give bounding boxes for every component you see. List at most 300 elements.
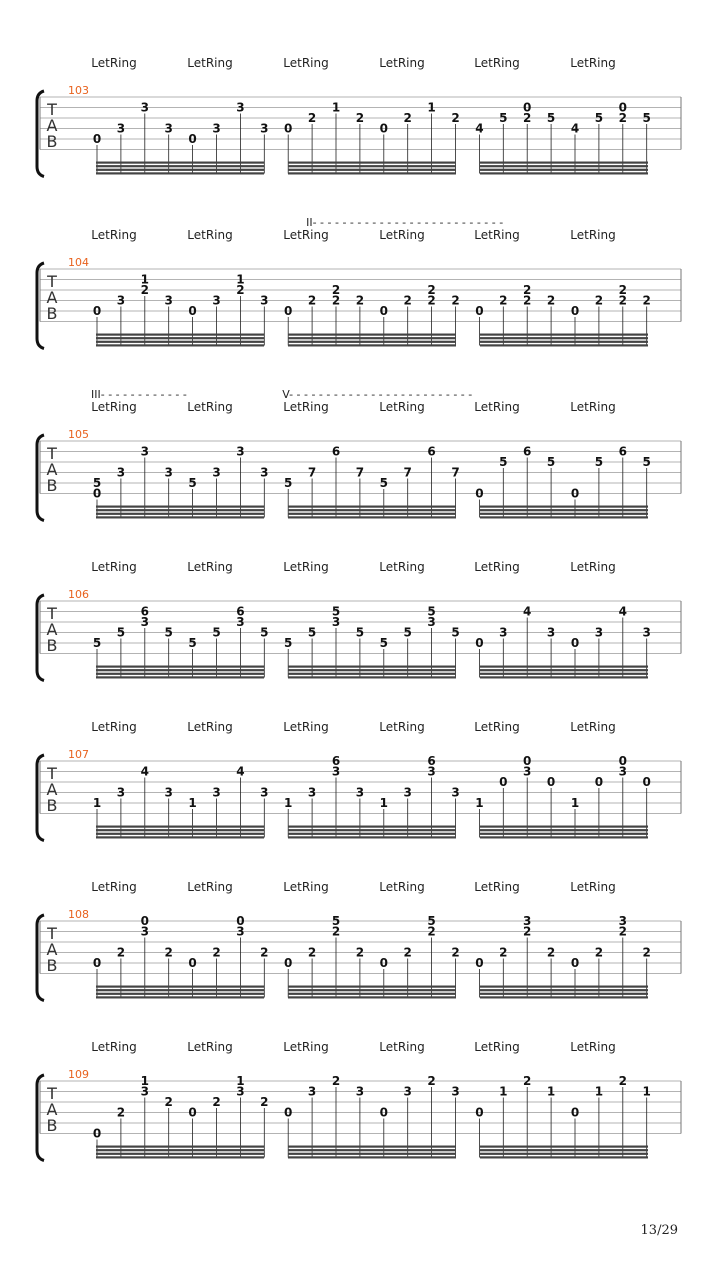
fret-number: 1	[188, 796, 197, 810]
tab-clef-letter: T	[47, 924, 57, 943]
tab-clef-letter: T	[47, 604, 57, 623]
fret-number: 2	[403, 293, 412, 308]
beam	[96, 162, 264, 164]
fret-number: 3	[236, 924, 245, 939]
beam	[96, 833, 264, 835]
fret-number: 3	[164, 465, 173, 480]
let-ring-label: LetRing	[283, 720, 329, 734]
beam	[288, 986, 456, 988]
fret-number: 2	[546, 945, 556, 960]
let-ring-label: LetRing	[474, 560, 520, 574]
fret-number: 1	[140, 272, 149, 287]
tab-clef-letter: B	[46, 796, 58, 815]
let-ring-label: LetRing	[570, 560, 616, 574]
beam	[96, 996, 264, 998]
beam	[288, 836, 456, 838]
fret-number: 2	[499, 293, 508, 308]
let-ring-label: LetRing	[570, 56, 616, 70]
beam	[96, 1149, 264, 1151]
beam	[480, 836, 648, 838]
fret-number: 2	[523, 283, 532, 297]
tab-clef-letter: B	[46, 956, 58, 975]
fret-number: 1	[427, 100, 436, 115]
fret-number: 3	[260, 785, 269, 800]
let-ring-label: LetRing	[474, 1040, 520, 1054]
fret-number: 3	[451, 1084, 460, 1099]
beam	[96, 341, 264, 343]
let-ring-label: LetRing	[283, 228, 329, 242]
fret-number: 3	[164, 785, 173, 800]
beam	[288, 165, 456, 167]
fret-number: 3	[546, 625, 556, 640]
fret-number: 2	[642, 945, 651, 960]
fret-number: 2	[427, 293, 436, 308]
fret-number: 2	[523, 111, 532, 125]
fret-number: 1	[140, 1074, 149, 1088]
let-ring-label: LetRing	[570, 880, 616, 894]
fret-number: 2	[116, 945, 126, 960]
beam	[96, 836, 264, 838]
beam	[96, 986, 264, 988]
let-ring-label: LetRing	[283, 880, 329, 894]
beam	[480, 334, 648, 336]
fret-number: 3	[236, 444, 245, 459]
beam	[96, 169, 264, 171]
fret-number: 3	[403, 1084, 412, 1099]
beam	[96, 666, 264, 668]
let-ring-label: LetRing	[379, 1040, 425, 1054]
beam	[96, 344, 264, 346]
beam	[288, 1146, 456, 1148]
let-ring-label: LetRing	[474, 400, 520, 414]
fret-number: 6	[140, 604, 149, 619]
fret-number: 5	[284, 476, 293, 490]
fret-number: 1	[570, 796, 580, 810]
beam	[288, 334, 456, 336]
tab-clef-letter: A	[46, 940, 58, 959]
let-ring-label: LetRing	[187, 400, 233, 414]
fret-number: 2	[451, 293, 460, 308]
fret-number: 3	[140, 444, 149, 459]
beam	[480, 996, 648, 998]
beam	[288, 337, 456, 339]
fret-number: 5	[92, 636, 102, 650]
position-mark: III- - - - - - - - - - - -	[91, 388, 187, 401]
fret-number: 6	[523, 444, 532, 459]
fret-number: 3	[523, 914, 532, 928]
fret-number: 1	[594, 1084, 604, 1099]
fret-number: 5	[331, 914, 341, 928]
beam	[96, 509, 264, 511]
fret-number: 2	[164, 945, 173, 960]
fret-number: 2	[307, 111, 317, 125]
fret-number: 5	[546, 111, 556, 125]
fret-number: 3	[307, 1084, 317, 1099]
let-ring-label: LetRing	[187, 560, 233, 574]
let-ring-label: LetRing	[570, 1040, 616, 1054]
fret-number: 3	[140, 1084, 149, 1099]
fret-number: 0	[475, 956, 484, 970]
fret-number: 2	[307, 945, 317, 960]
fret-number: 1	[284, 796, 293, 810]
let-ring-label: LetRing	[91, 880, 137, 894]
fret-number: 3	[427, 764, 436, 779]
let-ring-label: LetRing	[474, 56, 520, 70]
fret-number: 1	[331, 100, 341, 115]
fret-number: 5	[594, 455, 604, 469]
fret-number: 3	[212, 785, 221, 800]
fret-number: 0	[140, 914, 149, 928]
fret-number: 2	[307, 293, 317, 308]
beam	[288, 513, 456, 515]
fret-number: 2	[427, 1074, 436, 1088]
let-ring-label: LetRing	[91, 400, 137, 414]
fret-number: 0	[618, 754, 627, 768]
fret-number: 5	[499, 455, 508, 469]
fret-number: 5	[642, 455, 651, 469]
let-ring-label: LetRing	[379, 560, 425, 574]
fret-number: 0	[188, 132, 197, 146]
fret-number: 6	[236, 604, 245, 619]
fret-number: 1	[379, 796, 388, 810]
let-ring-label: LetRing	[91, 1040, 137, 1054]
fret-number: 5	[92, 476, 102, 490]
beam	[96, 993, 264, 995]
beam	[480, 676, 648, 678]
fret-number: 3	[307, 785, 317, 800]
tab-system	[37, 216, 681, 349]
beam	[480, 506, 648, 508]
fret-number: 0	[92, 132, 102, 146]
fret-number: 2	[618, 1074, 627, 1088]
fret-number: 0	[92, 956, 102, 970]
fret-number: 2	[260, 945, 269, 960]
position-mark: V- - - - - - - - - - - - - - - - - - - - - - - - -	[282, 388, 473, 401]
beam	[96, 516, 264, 518]
beam	[288, 833, 456, 835]
tab-clef-letter: A	[46, 460, 58, 479]
fret-number: 1	[546, 1084, 556, 1099]
fret-number: 0	[618, 100, 627, 115]
let-ring-label: LetRing	[570, 400, 616, 414]
fret-number: 4	[140, 764, 149, 779]
beam	[480, 829, 648, 831]
tab-system	[37, 880, 681, 1001]
fret-number: 0	[92, 1126, 102, 1141]
fret-number: 3	[140, 615, 149, 629]
measure-number: 105	[68, 428, 89, 441]
beam	[288, 162, 456, 164]
fret-number: 2	[116, 1105, 126, 1120]
beam	[480, 833, 648, 835]
let-ring-label: LetRing	[379, 720, 425, 734]
fret-number: 3	[331, 764, 341, 779]
fret-number: 0	[188, 304, 197, 318]
beam	[288, 344, 456, 346]
fret-number: 0	[379, 956, 388, 970]
let-ring-label: LetRing	[187, 228, 233, 242]
beam	[480, 1153, 648, 1155]
fret-number: 1	[236, 1074, 245, 1088]
let-ring-label: LetRing	[91, 720, 137, 734]
let-ring-label: LetRing	[570, 228, 616, 242]
fret-number: 5	[164, 625, 173, 640]
fret-number: 3	[403, 785, 412, 800]
fret-number: 2	[499, 945, 508, 960]
beam	[96, 165, 264, 167]
let-ring-label: LetRing	[283, 1040, 329, 1054]
tab-clef-letter: B	[46, 476, 58, 495]
fret-number: 5	[260, 625, 269, 640]
fret-number: 7	[451, 465, 460, 480]
fret-number: 3	[236, 1084, 245, 1099]
fret-number: 2	[403, 945, 412, 960]
fret-number: 0	[570, 1105, 580, 1120]
tab-clef-letter: B	[46, 1116, 58, 1135]
fret-number: 1	[475, 796, 484, 810]
fret-number: 3	[355, 1084, 365, 1099]
beam	[480, 993, 648, 995]
beam	[288, 996, 456, 998]
measure-number: 108	[68, 908, 89, 921]
beam	[288, 516, 456, 518]
fret-number: 6	[427, 754, 436, 768]
let-ring-label: LetRing	[379, 228, 425, 242]
beam	[288, 341, 456, 343]
fret-number: 3	[260, 121, 269, 136]
fret-number: 5	[188, 636, 197, 650]
beam	[96, 826, 264, 828]
beam	[96, 1146, 264, 1148]
fret-number: 2	[355, 111, 365, 125]
tab-clef-letter: T	[47, 1084, 57, 1103]
fret-number: 1	[642, 1084, 651, 1099]
beam	[288, 676, 456, 678]
tab-system	[37, 720, 681, 841]
fret-number: 2	[331, 293, 341, 308]
fret-number: 3	[164, 293, 173, 308]
fret-number: 2	[618, 111, 627, 125]
beam	[288, 673, 456, 675]
beam	[480, 986, 648, 988]
fret-number: 2	[164, 1095, 173, 1109]
beam	[96, 337, 264, 339]
fret-number: 0	[92, 304, 102, 318]
let-ring-label: LetRing	[187, 56, 233, 70]
beam	[96, 829, 264, 831]
beam	[288, 1149, 456, 1151]
fret-number: 0	[475, 1105, 484, 1120]
fret-number: 5	[427, 914, 436, 928]
fret-number: 3	[140, 924, 149, 939]
fret-number: 2	[331, 283, 341, 297]
fret-number: 5	[451, 625, 460, 640]
fret-number: 0	[523, 754, 532, 768]
beam	[96, 334, 264, 336]
measure-number: 106	[68, 588, 89, 601]
tab-clef-letter: A	[46, 780, 58, 799]
fret-number: 5	[499, 111, 508, 125]
fret-number: 0	[92, 486, 102, 501]
fret-number: 3	[212, 293, 221, 308]
fret-number: 0	[475, 636, 484, 650]
fret-number: 5	[594, 111, 604, 125]
beam	[480, 337, 648, 339]
beam	[480, 666, 648, 668]
tab-clef-letter: B	[46, 636, 58, 655]
fret-number: 5	[212, 625, 221, 640]
fret-number: 2	[523, 293, 532, 308]
fret-number: 5	[403, 625, 412, 640]
fret-number: 3	[499, 625, 508, 640]
fret-number: 2	[594, 293, 604, 308]
fret-number: 3	[116, 465, 126, 480]
tab-system	[37, 560, 681, 681]
fret-number: 1	[92, 796, 102, 810]
fret-number: 5	[642, 111, 651, 125]
fret-number: 2	[523, 1074, 532, 1088]
fret-number: 0	[379, 304, 388, 318]
tab-clef-letter: A	[46, 1100, 58, 1119]
beam	[96, 673, 264, 675]
let-ring-label: LetRing	[283, 56, 329, 70]
fret-number: 6	[331, 444, 341, 459]
fret-number: 7	[307, 465, 317, 480]
fret-number: 0	[236, 914, 245, 928]
beam	[288, 989, 456, 991]
let-ring-label: LetRing	[474, 228, 520, 242]
fret-number: 0	[284, 956, 293, 970]
beam	[96, 669, 264, 671]
fret-number: 1	[236, 272, 245, 287]
fret-number: 5	[546, 455, 556, 469]
fret-number: 5	[379, 476, 388, 490]
tab-clef-letter: B	[46, 132, 58, 151]
beam	[96, 1156, 264, 1158]
fret-number: 0	[284, 304, 293, 318]
fret-number: 3	[355, 785, 365, 800]
fret-number: 3	[140, 100, 149, 115]
let-ring-label: LetRing	[570, 720, 616, 734]
beam	[480, 989, 648, 991]
beam	[288, 826, 456, 828]
let-ring-label: LetRing	[187, 1040, 233, 1054]
fret-number: 2	[140, 283, 149, 297]
beam	[480, 1146, 648, 1148]
measure-number: 107	[68, 748, 89, 761]
fret-number: 0	[188, 1105, 197, 1120]
tab-system	[37, 388, 681, 521]
fret-number: 6	[427, 444, 436, 459]
beam	[96, 172, 264, 174]
fret-number: 0	[284, 121, 293, 136]
fret-number: 5	[188, 476, 197, 490]
let-ring-label: LetRing	[474, 880, 520, 894]
fret-number: 3	[618, 914, 627, 928]
fret-number: 2	[236, 283, 245, 297]
let-ring-label: LetRing	[283, 560, 329, 574]
beam	[288, 993, 456, 995]
fret-number: 7	[355, 465, 365, 480]
fret-number: 2	[451, 945, 460, 960]
beam	[96, 506, 264, 508]
fret-number: 0	[523, 100, 532, 115]
let-ring-label: LetRing	[187, 880, 233, 894]
fret-number: 7	[403, 465, 412, 480]
fret-number: 0	[570, 636, 580, 650]
beam	[480, 341, 648, 343]
fret-number: 5	[284, 636, 293, 650]
fret-number: 3	[164, 121, 173, 136]
fret-number: 0	[379, 1105, 388, 1120]
fret-number: 2	[355, 945, 365, 960]
fret-number: 2	[212, 945, 221, 960]
fret-number: 3	[212, 121, 221, 136]
fret-number: 0	[475, 304, 484, 318]
fret-number: 2	[427, 924, 436, 939]
fret-number: 2	[523, 924, 532, 939]
beam	[96, 989, 264, 991]
fret-number: 3	[236, 100, 245, 115]
tab-clef-letter: T	[47, 100, 57, 119]
fret-number: 0	[188, 956, 197, 970]
let-ring-label: LetRing	[379, 400, 425, 414]
let-ring-label: LetRing	[91, 56, 137, 70]
let-ring-label: LetRing	[187, 720, 233, 734]
fret-number: 3	[212, 465, 221, 480]
beam	[480, 165, 648, 167]
fret-number: 2	[331, 924, 341, 939]
fret-number: 3	[427, 615, 436, 629]
fret-number: 2	[594, 945, 604, 960]
fret-number: 3	[116, 785, 126, 800]
beam	[288, 1156, 456, 1158]
fret-number: 4	[523, 604, 532, 619]
tab-system	[37, 56, 681, 177]
beam	[288, 669, 456, 671]
fret-number: 2	[546, 293, 556, 308]
fret-number: 3	[331, 615, 341, 629]
fret-number: 2	[212, 1095, 221, 1109]
fret-number: 2	[451, 111, 460, 125]
beam	[288, 169, 456, 171]
let-ring-label: LetRing	[283, 400, 329, 414]
fret-number: 5	[331, 604, 341, 619]
fret-number: 3	[116, 293, 126, 308]
beam	[288, 506, 456, 508]
fret-number: 0	[594, 775, 604, 789]
let-ring-label: LetRing	[379, 56, 425, 70]
fret-number: 0	[570, 956, 580, 970]
fret-number: 3	[594, 625, 604, 640]
beam	[96, 513, 264, 515]
beam	[288, 666, 456, 668]
beam	[480, 516, 648, 518]
fret-number: 6	[331, 754, 341, 768]
fret-number: 0	[570, 486, 580, 501]
beam	[288, 829, 456, 831]
fret-number: 0	[546, 775, 556, 789]
fret-number: 0	[284, 1105, 293, 1120]
fret-number: 4	[236, 764, 245, 779]
tab-clef-letter: A	[46, 288, 58, 307]
beam	[96, 676, 264, 678]
beam	[480, 169, 648, 171]
fret-number: 3	[236, 615, 245, 629]
fret-number: 1	[499, 1084, 508, 1099]
beam	[480, 826, 648, 828]
fret-number: 0	[499, 775, 508, 789]
